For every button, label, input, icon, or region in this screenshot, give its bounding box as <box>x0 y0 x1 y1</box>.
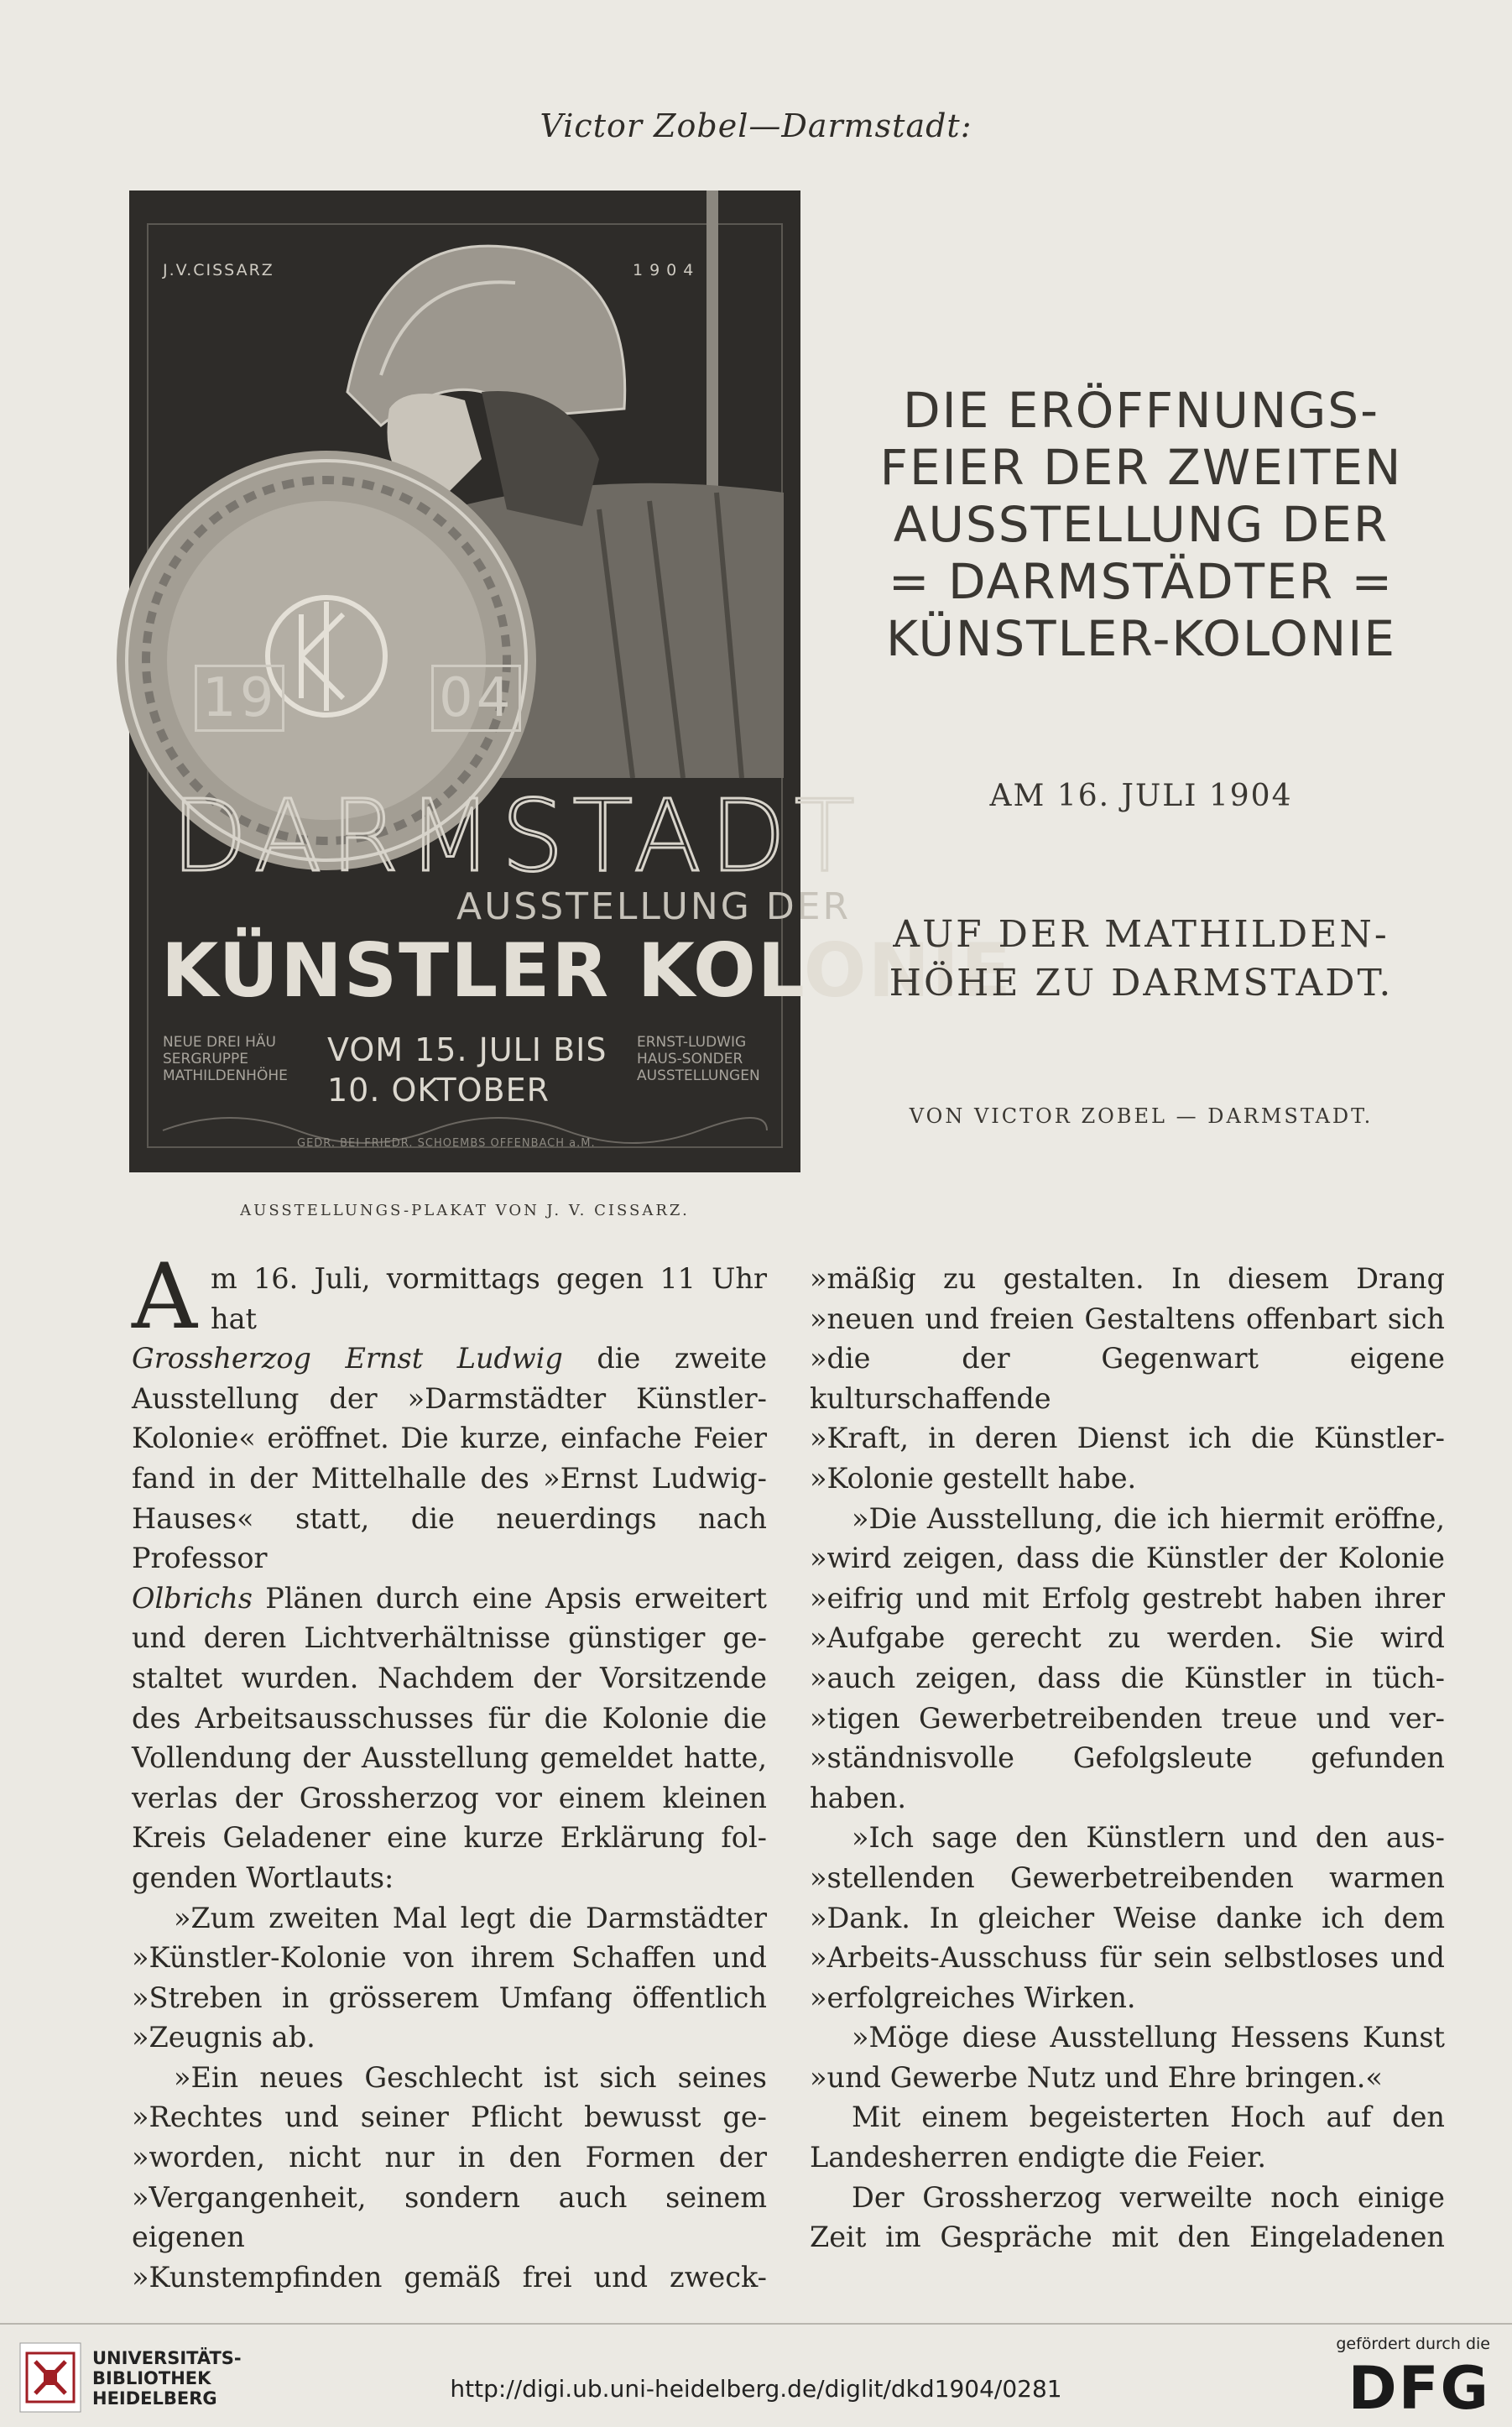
text-line: »Aufgabe gerecht zu werden. Sie wird <box>810 1621 1445 1655</box>
text-line: »Dank. In gleicher Weise danke ich dem <box>810 1901 1445 1934</box>
drop-cap: A <box>132 1245 197 1349</box>
text-line: »stellenden Gewerbetreibenden warmen <box>810 1861 1445 1894</box>
text-line: »auch zeigen, dass die Künstler in tüch- <box>810 1661 1445 1694</box>
text-line: »ständnisvolle Gefolgsleute gefunden haben. <box>810 1741 1445 1814</box>
name-olbrich: Olbrichs <box>132 1581 253 1615</box>
title-line: = DARMSTÄDTER = <box>888 553 1395 610</box>
text-line: »Künstler-Kolonie von ihrem Schaffen und <box>132 1941 767 1975</box>
title-line: DIE ERÖFFNUNGS- <box>902 382 1380 439</box>
poster-dates-line1: VOM 15. JULI BIS <box>327 1031 607 1068</box>
poster-caption: AUSSTELLUNGS-PLAKAT VON J. V. CISSARZ. <box>240 1202 690 1219</box>
event-place <box>839 911 1443 1008</box>
text-line: »Ein neues Geschlecht ist sich seines <box>174 2060 767 2094</box>
name-grossherzog: Grossherzog Ernst Ludwig <box>132 1342 563 1375</box>
poster-dates-line2: 10. OKTOBER <box>327 1072 550 1109</box>
poster-right-block: ERNST-LUDWIG HAUS-SONDER AUSSTELLUNGEN <box>637 1034 760 1084</box>
place-line: AUF DER MATHILDEN- <box>893 913 1389 956</box>
text-line <box>132 1579 767 1619</box>
text-line: Ausstellung der »Darmstädter Künstler- <box>132 1381 767 1415</box>
text-line: Vollendung der Ausstellung gemeldet hatte, <box>132 1741 767 1775</box>
right-column <box>810 1259 1445 2257</box>
text-line: Zeit im Gespräche mit den Eingeladenen <box>810 2221 1445 2254</box>
text-line: »wird zeigen, dass die Künstler der Kolonie <box>810 1542 1445 1575</box>
poster-printer-line: GEDR. BEI FRIEDR. SCHOEMBS OFFENBACH a.M. <box>297 1137 596 1150</box>
text-line: »die der Gegenwart eigene kulturschaffende <box>810 1342 1445 1415</box>
text-line: Hauses« statt, die neuerdings nach Professor <box>132 1501 767 1575</box>
author-byline: VON VICTOR ZOBEL — DARMSTADT. <box>909 1104 1374 1128</box>
uni-line: UNIVERSITÄTS- <box>92 2348 242 2368</box>
permalink-url[interactable]: http://digi.ub.uni-heidelberg.de/diglit/dkd1904/0281 <box>450 2375 1062 2403</box>
text-line: »eifrig und mit Erfolg gestrebt haben ihrer <box>810 1581 1445 1615</box>
text-line: m 16. Juli, vormittags gegen 11 Uhr hat <box>211 1262 767 1335</box>
text-line: »Zum zweiten Mal legt die Darmstädter <box>174 1901 767 1934</box>
text-line: »Kolonie gestellt habe. <box>810 1461 1137 1495</box>
text-line: »tigen Gewerbetreibenden treue und ver- <box>810 1701 1445 1735</box>
title-line: AUSSTELLUNG DER <box>893 496 1389 553</box>
text-line: fand in der Mittelhalle des »Ernst Ludwig- <box>132 1461 767 1495</box>
running-head: Victor Zobel—Darmstadt: <box>540 107 972 144</box>
text-line: »worden, nicht nur in den Formen der <box>132 2141 767 2174</box>
funded-by-label: gefördert durch die <box>1336 2335 1490 2353</box>
text-span: Plänen durch eine Apsis erweitert <box>252 1581 767 1615</box>
text-line: Landesherren endigte die Feier. <box>810 2141 1267 2174</box>
event-date: AM 16. JULI 1904 <box>989 779 1293 813</box>
text-line: verlas der Grossherzog vor einem kleinen <box>132 1781 767 1814</box>
poster-city: DARMSTADT <box>171 778 863 894</box>
poster-year-right: 04 <box>431 665 521 732</box>
text-line: »Kunstempfinden gemäß frei und zweck- <box>132 2260 767 2294</box>
dfg-logo[interactable]: DFG <box>1348 2354 1490 2423</box>
text-line: »Möge diese Ausstellung Hessens Kunst <box>852 2021 1445 2054</box>
poster-year-left: 19 <box>195 665 284 732</box>
text-line: »erfolgreiches Wirken. <box>810 1981 1136 2014</box>
text-line: »Die Ausstellung, die ich hiermit eröffne, <box>852 1501 1445 1535</box>
poster-dates <box>327 1030 607 1110</box>
text-line: Der Grossherzog verweilte noch einige <box>852 2180 1445 2214</box>
text-line: »Kraft, in deren Dienst ich die Künstler- <box>810 1422 1445 1455</box>
text-line <box>132 1339 767 1379</box>
text-line: »neuen und freien Gestaltens offenbart sich <box>810 1302 1445 1335</box>
title-line: KÜNSTLER-KOLONIE <box>886 610 1396 667</box>
text-line: Kolonie« eröffnet. Die kurze, einfache Feier <box>132 1422 767 1455</box>
text-line: Mit einem begeisterten Hoch auf den <box>852 2101 1445 2134</box>
text-span: die zweite <box>562 1342 767 1375</box>
poster-year-top: 1904 <box>633 261 701 279</box>
uni-line: HEIDELBERG <box>92 2388 217 2409</box>
footer-divider <box>0 2323 1512 2325</box>
text-line: genden Wortlauts: <box>132 1861 394 1894</box>
exhibition-poster <box>129 191 1014 1172</box>
text-line: »Vergangenheit, sondern auch seinem eigenen <box>132 2180 767 2254</box>
text-line: staltet wurden. Nachdem der Vorsitzende <box>132 1661 767 1694</box>
text-line: »Arbeits-Ausschuss für sein selbstloses und <box>810 1941 1445 1975</box>
text-line: »mäßig zu gestalten. In diesem Drang <box>810 1262 1445 1295</box>
text-line: »Streben in grösserem Umfang öffentlich <box>132 1981 767 2014</box>
poster-headline: KÜNSTLER KOLONIE <box>161 927 1014 1014</box>
text-line: Kreis Geladener eine kurze Erklärung fol- <box>132 1821 767 1855</box>
poster-artist-signature: J.V.CISSARZ <box>163 261 274 279</box>
left-column <box>132 1245 767 2297</box>
poster-left-block: NEUE DREI HÄU SERGRUPPE MATHILDENHÖHE <box>163 1034 288 1084</box>
poster-subtitle: AUSSTELLUNG DER <box>456 885 852 928</box>
article-title <box>839 382 1443 667</box>
text-line: des Arbeitsausschusses für die Kolonie die <box>132 1701 767 1735</box>
text-line: und deren Lichtverhältnisse günstiger ge- <box>132 1621 767 1655</box>
title-line: FEIER DER ZWEITEN <box>879 439 1403 496</box>
text-line: »Ich sage den Künstlern und den aus- <box>852 1821 1445 1855</box>
uni-line: BIBLIOTHEK <box>92 2368 211 2388</box>
place-line: HÖHE ZU DARMSTADT. <box>889 962 1394 1005</box>
text-line: »Rechtes und seiner Pflicht bewusst ge- <box>132 2101 767 2134</box>
text-line: »Zeugnis ab. <box>132 2021 315 2054</box>
text-line: »und Gewerbe Nutz und Ehre bringen.« <box>810 2060 1383 2094</box>
